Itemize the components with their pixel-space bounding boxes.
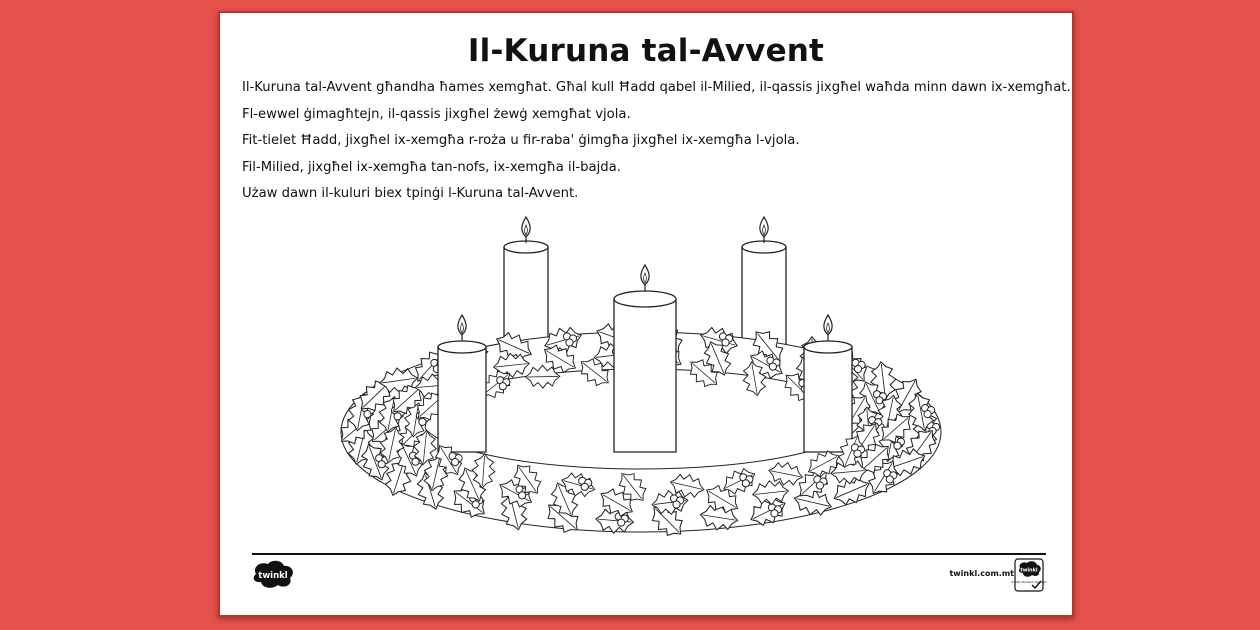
instructions xyxy=(242,75,1071,208)
worksheet-title: Il-Kuruna tal-Avvent xyxy=(467,33,825,69)
candle-front-left xyxy=(438,315,486,452)
quality-badge-icon xyxy=(1011,558,1047,592)
twinkl-logo xyxy=(250,559,296,589)
website-url: twinkl.com.mt xyxy=(949,569,1014,578)
footer-divider xyxy=(252,553,1046,555)
instruction-line-1: Il-Kuruna tal-Avvent għandha ħames xemgħat. Għal kull Ħadd qabel il-Milied, il-qassis jixgħel waħda minn dawn ix-xemgħat. xyxy=(242,80,1071,95)
candle-front-right xyxy=(804,315,852,452)
candle-center xyxy=(614,265,676,452)
badge-caption: Quality Standard Approved xyxy=(1011,581,1047,584)
instruction-line-2: Fl-ewwel ġimagħtejn, il-qassis jixgħel żewġ xemgħat vjola. xyxy=(242,106,631,122)
worksheet-page xyxy=(218,11,1074,617)
instruction-line-5: Użaw dawn il-kuluri biex tpinġi l-Kuruna tal-Avvent. xyxy=(242,186,579,201)
instruction-line-3: Fit-tielet Ħadd, jixgħel ix-xemgħa r-roża u fir-raba' ġimgħa jixgħel ix-xemgħa l-vjola. xyxy=(242,133,800,148)
logo-text: twinkl xyxy=(258,571,288,581)
advent-wreath-illustration xyxy=(326,207,956,547)
badge-brand: twinkl xyxy=(1020,567,1038,574)
instruction-line-4: Fil-Milied, jixgħel ix-xemgħa tan-nofs, ix-xemgħa il-bajda. xyxy=(242,159,621,175)
